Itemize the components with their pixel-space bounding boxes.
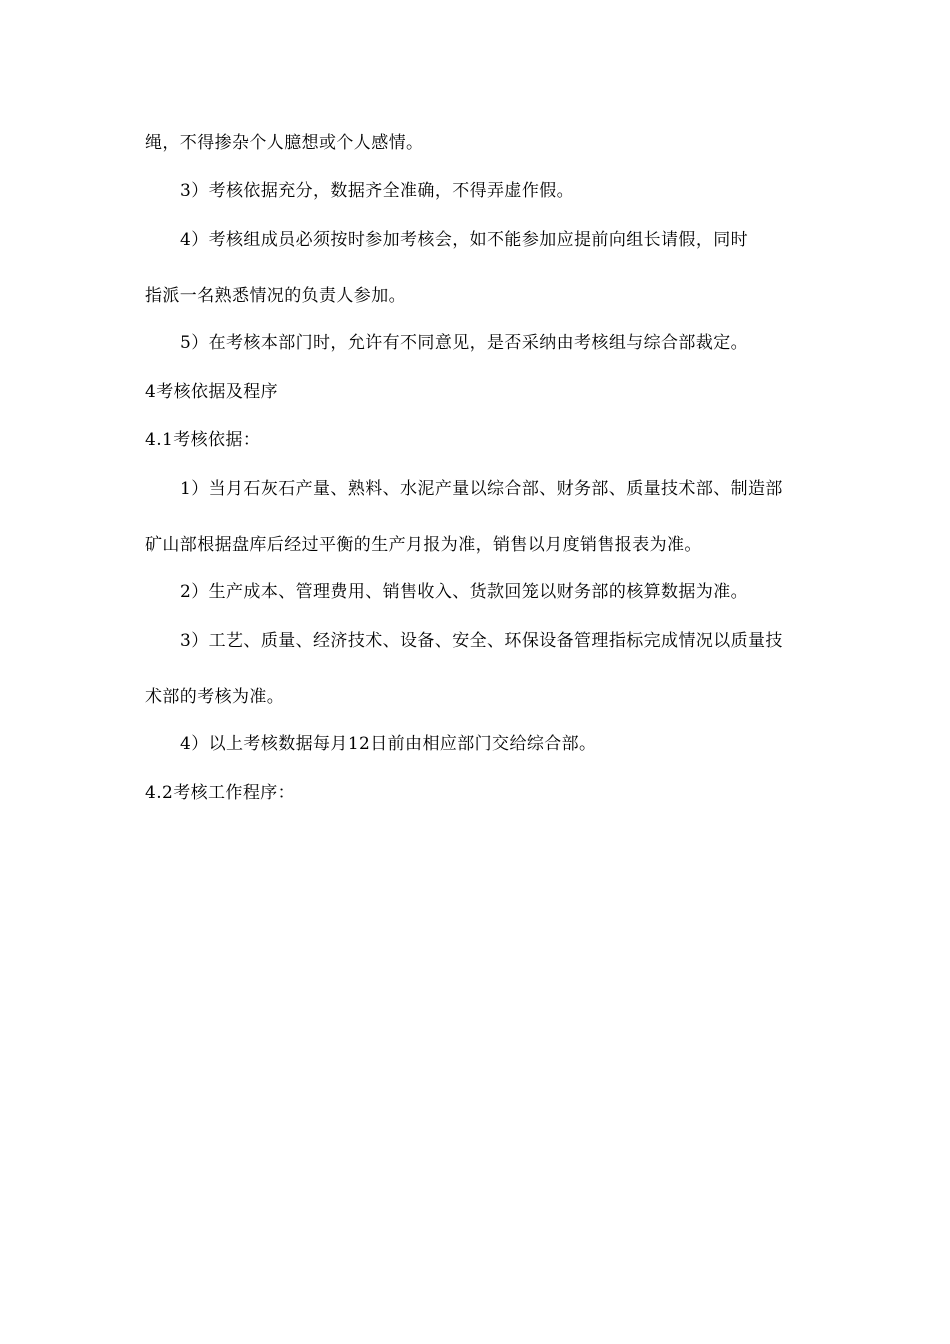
paragraph-continuation: 绳，不得掺杂个人臆想或个人感情。 (145, 133, 424, 153)
basis-item-1-line-2: 矿山部根据盘库后经过平衡的生产月报为准，销售以月度销售报表为准。 (145, 535, 702, 555)
section-heading-4-2: 4.2考核工作程序： (145, 783, 296, 803)
list-item-4-line-2: 指派一名熟悉情况的负责人参加。 (145, 286, 406, 306)
basis-item-2: 2）生产成本、管理费用、销售收入、货款回笼以财务部的核算数据为准。 (180, 582, 749, 602)
section-heading-4: 4考核依据及程序 (145, 382, 279, 402)
section-heading-4-1: 4.1考核依据： (145, 430, 261, 450)
basis-item-1-line-1: 1）当月石灰石产量、熟料、水泥产量以综合部、财务部、质量技术部、制造部 (180, 479, 783, 499)
list-item-3: 3）考核依据充分，数据齐全准确，不得弄虚作假。 (180, 181, 575, 201)
list-item-5: 5）在考核本部门时，允许有不同意见，是否采纳由考核组与综合部裁定。 (180, 333, 749, 353)
basis-item-3-line-2: 术部的考核为准。 (145, 687, 285, 707)
list-item-4-line-1: 4）考核组成员必须按时参加考核会，如不能参加应提前向组长请假，同时 (180, 230, 749, 250)
basis-item-3-line-1: 3）工艺、质量、经济技术、设备、安全、环保设备管理指标完成情况以质量技 (180, 631, 783, 651)
basis-item-4: 4）以上考核数据每月12日前由相应部门交给综合部。 (180, 734, 597, 754)
